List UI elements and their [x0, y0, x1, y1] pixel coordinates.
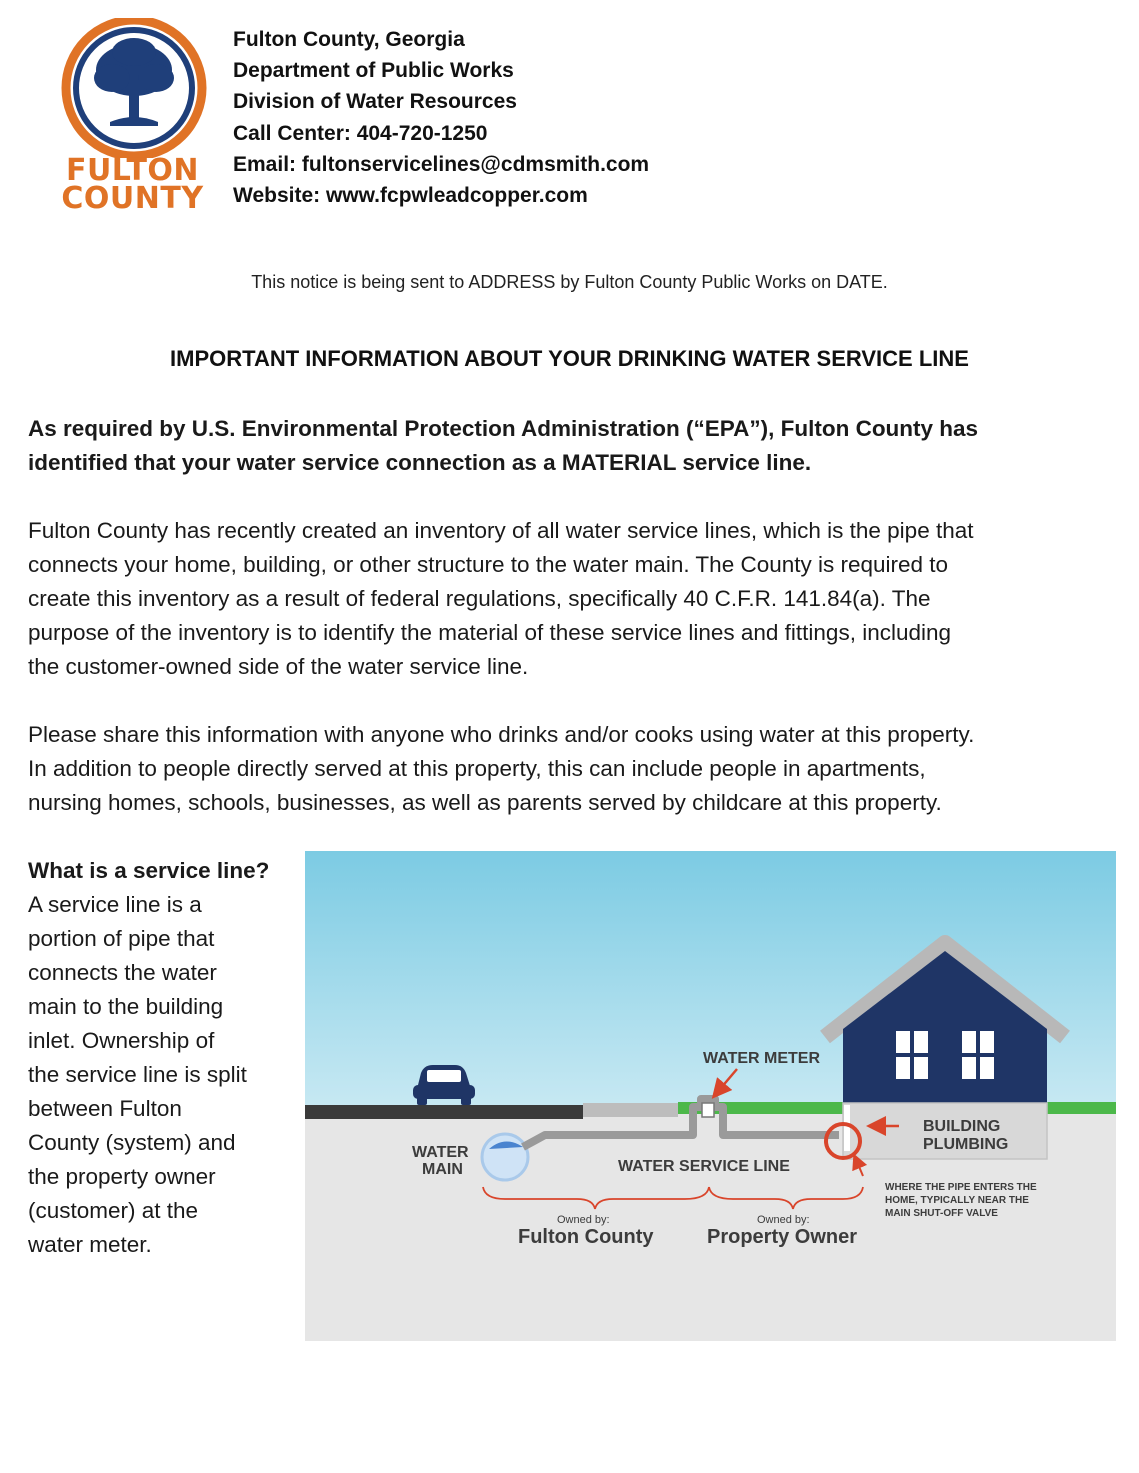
- water-meter-label: WATER METER: [703, 1050, 821, 1067]
- explainer-line: between Fulton: [28, 1096, 182, 1121]
- header-county: Fulton County, Georgia: [233, 28, 465, 51]
- explainer-line: main to the building: [28, 994, 224, 1019]
- fulton-county-logo: [50, 18, 215, 218]
- header-department: Department of Public Works: [233, 59, 514, 83]
- explainer-line: inlet. Ownership of: [28, 1028, 215, 1053]
- header-call-center: Call Center: 404-720-1250: [233, 121, 488, 145]
- water-meter-icon: [702, 1103, 714, 1117]
- service-line-diagram: [305, 851, 1116, 1341]
- header-contact-block: [233, 24, 649, 211]
- owner-county-label: Fulton County: [518, 1226, 654, 1248]
- water-main-label-2: MAIN: [422, 1161, 463, 1178]
- owned-by-county-caption: Owned by:: [557, 1214, 610, 1226]
- service-line-heading: What is a service line?: [28, 858, 270, 883]
- inventory-paragraph: [28, 514, 1123, 684]
- owned-by-owner-caption: Owned by:: [757, 1214, 810, 1226]
- water-service-line-label: WATER SERVICE LINE: [618, 1158, 790, 1175]
- paragraph-line: Fulton County has recently created an inventory of all water service lines, which is the pipe that: [28, 518, 974, 543]
- building-plumbing-label-1: BUILDING: [923, 1118, 1001, 1135]
- service-line-explainer: [28, 854, 298, 1262]
- header-division: Division of Water Resources: [233, 90, 517, 114]
- lead-paragraph: [28, 412, 1123, 480]
- water-main-pipe-icon: [482, 1134, 528, 1180]
- notice-line: This notice is being sent to ADDRESS by Fulton County Public Works on DATE.: [251, 272, 888, 292]
- entry-note-line-2: HOME, TYPICALLY NEAR THE: [885, 1195, 1029, 1206]
- sidewalk: [583, 1103, 678, 1117]
- paragraph-line: In addition to people directly served at this property, this can include people in apartments,: [28, 756, 926, 781]
- tree-seal-icon: [50, 18, 215, 158]
- paragraph-line: create this inventory as a result of federal regulations, specifically 40 C.F.R. 141.84(a). The: [28, 586, 931, 611]
- lead-line: As required by U.S. Environmental Protection Administration (“EPA”), Fulton County has: [28, 416, 979, 441]
- explainer-line: water meter.: [28, 1232, 152, 1257]
- paragraph-line: connects your home, building, or other structure to the water main. The County is required to: [28, 552, 949, 577]
- building-plumbing-label-2: PLUMBING: [923, 1136, 1009, 1153]
- header-website: Website: www.fcpwleadcopper.com: [233, 184, 588, 208]
- explainer-line: A service line is a: [28, 892, 202, 917]
- header-email: Email: fultonservicelines@cdmsmith.com: [233, 152, 650, 176]
- logo-word-county: COUNTY: [61, 181, 204, 216]
- paragraph-line: nursing homes, schools, businesses, as well as parents served by childcare at this property.: [28, 790, 942, 815]
- entry-note-line-3: MAIN SHUT-OFF VALVE: [885, 1208, 998, 1219]
- explainer-line: connects the water: [28, 960, 217, 985]
- owner-property-label: Property Owner: [707, 1226, 858, 1248]
- explainer-line: the service line is split: [28, 1062, 247, 1087]
- explainer-line: portion of pipe that: [28, 926, 215, 951]
- logo-word-fulton: FULTON: [65, 153, 200, 188]
- explainer-line: County (system) and: [28, 1130, 236, 1155]
- paragraph-line: the customer-owned side of the water service line.: [28, 654, 529, 679]
- entry-note-line-1: WHERE THE PIPE ENTERS THE: [885, 1182, 1037, 1193]
- paragraph-line: purpose of the inventory is to identify the material of these service lines and fittings, including: [28, 620, 952, 645]
- water-main-label-1: WATER: [412, 1144, 469, 1161]
- explainer-line: the property owner: [28, 1164, 216, 1189]
- lead-line: identified that your water service connection as a MATERIAL service line.: [28, 450, 812, 475]
- page-title: IMPORTANT INFORMATION ABOUT YOUR DRINKING WATER SERVICE LINE: [170, 346, 969, 371]
- share-paragraph: [28, 718, 1123, 820]
- road: [305, 1105, 583, 1119]
- paragraph-line: Please share this information with anyone who drinks and/or cooks using water at this property.: [28, 722, 975, 747]
- explainer-line: (customer) at the: [28, 1198, 199, 1223]
